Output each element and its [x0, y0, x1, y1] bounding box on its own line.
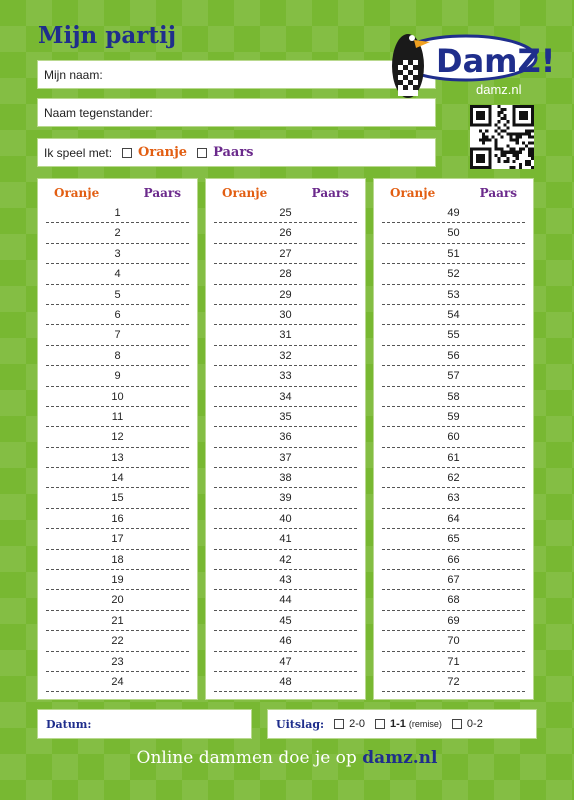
color-choice-label: Ik speel met: — [44, 145, 113, 160]
qr-code-icon — [470, 105, 534, 169]
move-row[interactable] — [214, 652, 357, 672]
move-row[interactable] — [214, 387, 357, 407]
move-row[interactable] — [46, 325, 189, 345]
move-number: 60 — [447, 431, 460, 444]
move-number: 35 — [279, 410, 292, 423]
move-row[interactable] — [214, 509, 357, 529]
move-row[interactable] — [46, 203, 189, 223]
move-row[interactable] — [382, 488, 525, 508]
move-number: 68 — [447, 594, 460, 607]
move-row[interactable] — [46, 529, 189, 549]
date-field[interactable] — [37, 709, 252, 739]
move-number: 48 — [279, 675, 292, 688]
move-row[interactable] — [382, 652, 525, 672]
my-name-label: Mijn naam: — [44, 67, 103, 82]
purple-option-label: Paars — [213, 145, 254, 160]
move-number: 58 — [447, 390, 460, 403]
move-row[interactable] — [46, 590, 189, 610]
date-label: Datum: — [46, 717, 92, 731]
footer — [0, 748, 574, 768]
move-row[interactable] — [214, 223, 357, 243]
move-row[interactable] — [382, 366, 525, 386]
move-row[interactable] — [46, 652, 189, 672]
move-row[interactable] — [214, 305, 357, 325]
move-row[interactable] — [214, 203, 357, 223]
move-row[interactable] — [382, 223, 525, 243]
move-row[interactable] — [382, 325, 525, 345]
move-number: 5 — [114, 288, 121, 301]
move-number: 62 — [447, 472, 460, 485]
opponent-name-field[interactable] — [37, 98, 436, 127]
move-row[interactable] — [214, 427, 357, 447]
move-row[interactable] — [382, 264, 525, 284]
move-number: 72 — [447, 675, 460, 688]
move-number: 38 — [279, 472, 292, 485]
move-number: 22 — [111, 635, 124, 648]
move-row[interactable] — [46, 366, 189, 386]
move-number: 71 — [447, 655, 460, 668]
move-number: 40 — [279, 512, 292, 525]
move-number: 69 — [447, 614, 460, 627]
move-number: 64 — [447, 512, 460, 525]
move-number: 27 — [279, 247, 292, 260]
move-number: 57 — [447, 370, 460, 383]
result-remise-note: (remise) — [408, 719, 442, 729]
move-row[interactable] — [382, 407, 525, 427]
move-number: 9 — [114, 370, 121, 383]
move-number: 51 — [447, 247, 460, 260]
move-number: 19 — [111, 574, 124, 587]
move-row[interactable] — [214, 529, 357, 549]
move-row[interactable] — [214, 570, 357, 590]
move-row[interactable] — [46, 244, 189, 264]
result-2-0-checkbox[interactable] — [334, 719, 344, 729]
move-number: 18 — [111, 553, 124, 566]
move-number: 32 — [279, 349, 292, 362]
move-number: 25 — [279, 207, 292, 219]
move-row[interactable] — [382, 529, 525, 549]
purple-checkbox[interactable] — [197, 148, 207, 158]
move-row[interactable] — [46, 285, 189, 305]
move-number: 15 — [111, 492, 124, 505]
move-number: 49 — [447, 207, 460, 219]
move-number: 42 — [279, 553, 292, 566]
move-number: 29 — [279, 288, 292, 301]
move-number: 28 — [279, 268, 292, 281]
move-number: 39 — [279, 492, 292, 505]
footer-text: Online dammen doe je op — [136, 748, 357, 768]
move-number: 7 — [114, 329, 121, 342]
move-row[interactable] — [382, 346, 525, 366]
moves-column-1 — [37, 178, 198, 700]
move-number: 1 — [114, 207, 121, 219]
move-row[interactable] — [46, 468, 189, 488]
move-row[interactable] — [382, 468, 525, 488]
move-number: 11 — [111, 410, 124, 423]
move-row[interactable] — [382, 244, 525, 264]
move-number: 70 — [447, 635, 460, 648]
logo-url: damz.nl — [476, 82, 522, 97]
move-number: 45 — [279, 614, 292, 627]
move-number: 56 — [447, 349, 460, 362]
column-header-purple: Paars — [479, 186, 517, 200]
move-number: 54 — [447, 308, 460, 321]
orange-checkbox[interactable] — [122, 148, 132, 158]
footer-brand-link[interactable]: damz.nl — [362, 748, 438, 768]
move-number: 31 — [279, 329, 292, 342]
move-row[interactable] — [382, 427, 525, 447]
move-number: 6 — [114, 308, 121, 321]
move-row[interactable] — [214, 550, 357, 570]
result-label: Uitslag: — [276, 717, 325, 731]
move-row[interactable] — [214, 448, 357, 468]
move-number: 50 — [447, 227, 460, 240]
moves-column-3 — [373, 178, 534, 700]
move-number: 61 — [447, 451, 460, 464]
move-row[interactable] — [46, 407, 189, 427]
move-row[interactable] — [214, 488, 357, 508]
move-number: 21 — [111, 614, 124, 627]
move-row[interactable] — [46, 387, 189, 407]
move-number: 66 — [447, 553, 460, 566]
move-row[interactable] — [214, 325, 357, 345]
result-2-0-label: 2-0 — [349, 718, 366, 730]
move-number: 59 — [447, 410, 460, 423]
move-number: 4 — [114, 268, 121, 281]
move-number: 16 — [111, 512, 124, 525]
move-row[interactable] — [214, 631, 357, 651]
move-row[interactable] — [214, 590, 357, 610]
move-number: 17 — [111, 533, 124, 546]
move-row[interactable] — [46, 427, 189, 447]
move-row[interactable] — [382, 550, 525, 570]
move-number: 43 — [279, 574, 292, 587]
move-row[interactable] — [214, 468, 357, 488]
move-number: 24 — [111, 675, 124, 688]
move-row[interactable] — [382, 387, 525, 407]
move-number: 36 — [279, 431, 292, 444]
move-number: 8 — [114, 349, 121, 362]
move-row[interactable] — [46, 550, 189, 570]
moves-column-2 — [205, 178, 366, 700]
move-row[interactable] — [214, 264, 357, 284]
move-row[interactable] — [214, 346, 357, 366]
move-row[interactable] — [214, 407, 357, 427]
move-number: 30 — [279, 308, 292, 321]
move-number: 2 — [114, 227, 121, 240]
move-row[interactable] — [214, 244, 357, 264]
move-row[interactable] — [46, 611, 189, 631]
move-row[interactable] — [382, 672, 525, 692]
move-row[interactable] — [214, 611, 357, 631]
column-header-orange: Oranje — [222, 186, 268, 200]
move-number: 55 — [447, 329, 460, 342]
move-number: 3 — [114, 247, 121, 260]
move-row[interactable] — [382, 631, 525, 651]
column-header-purple: Paars — [143, 186, 181, 200]
move-number: 26 — [279, 227, 292, 240]
move-row[interactable] — [382, 203, 525, 223]
move-number: 13 — [111, 451, 124, 464]
result-1-1-label: 1-1 — [390, 718, 406, 730]
move-row[interactable] — [46, 631, 189, 651]
move-number: 63 — [447, 492, 460, 505]
move-row[interactable] — [382, 448, 525, 468]
move-row[interactable] — [214, 672, 357, 692]
move-row[interactable] — [46, 264, 189, 284]
result-0-2-checkbox[interactable] — [452, 719, 462, 729]
move-number: 33 — [279, 370, 292, 383]
page-title: Mijn partij — [38, 22, 177, 49]
move-number: 53 — [447, 288, 460, 301]
move-number: 65 — [447, 533, 460, 546]
move-number: 67 — [447, 574, 460, 587]
move-row[interactable] — [46, 509, 189, 529]
move-number: 46 — [279, 635, 292, 648]
color-choice-field — [37, 138, 436, 167]
move-row[interactable] — [382, 570, 525, 590]
move-row[interactable] — [382, 590, 525, 610]
move-row[interactable] — [46, 448, 189, 468]
move-row[interactable] — [46, 672, 189, 692]
opponent-name-label: Naam tegenstander: — [44, 105, 153, 120]
move-row[interactable] — [214, 285, 357, 305]
result-1-1-checkbox[interactable] — [375, 719, 385, 729]
move-number: 12 — [111, 431, 124, 444]
column-header-orange: Oranje — [390, 186, 436, 200]
move-number: 52 — [447, 268, 460, 281]
move-number: 34 — [279, 390, 292, 403]
result-0-2-label: 0-2 — [466, 718, 483, 730]
orange-option-label: Oranje — [138, 145, 188, 160]
move-number: 47 — [279, 655, 292, 668]
move-row[interactable] — [46, 223, 189, 243]
move-row[interactable] — [382, 285, 525, 305]
logo-wordmark: DamZ! — [436, 42, 556, 80]
column-header-purple: Paars — [311, 186, 349, 200]
move-number: 41 — [279, 533, 292, 546]
move-number: 44 — [279, 594, 292, 607]
move-number: 10 — [111, 390, 124, 403]
move-row[interactable] — [214, 366, 357, 386]
move-row[interactable] — [382, 305, 525, 325]
move-row[interactable] — [382, 611, 525, 631]
move-row[interactable] — [46, 346, 189, 366]
move-row[interactable] — [382, 509, 525, 529]
result-field — [267, 709, 537, 739]
move-row[interactable] — [46, 488, 189, 508]
column-header-orange: Oranje — [54, 186, 100, 200]
move-row[interactable] — [46, 305, 189, 325]
move-number: 23 — [111, 655, 124, 668]
move-number: 37 — [279, 451, 292, 464]
move-number: 20 — [111, 594, 124, 607]
move-row[interactable] — [46, 570, 189, 590]
move-number: 14 — [111, 472, 124, 485]
